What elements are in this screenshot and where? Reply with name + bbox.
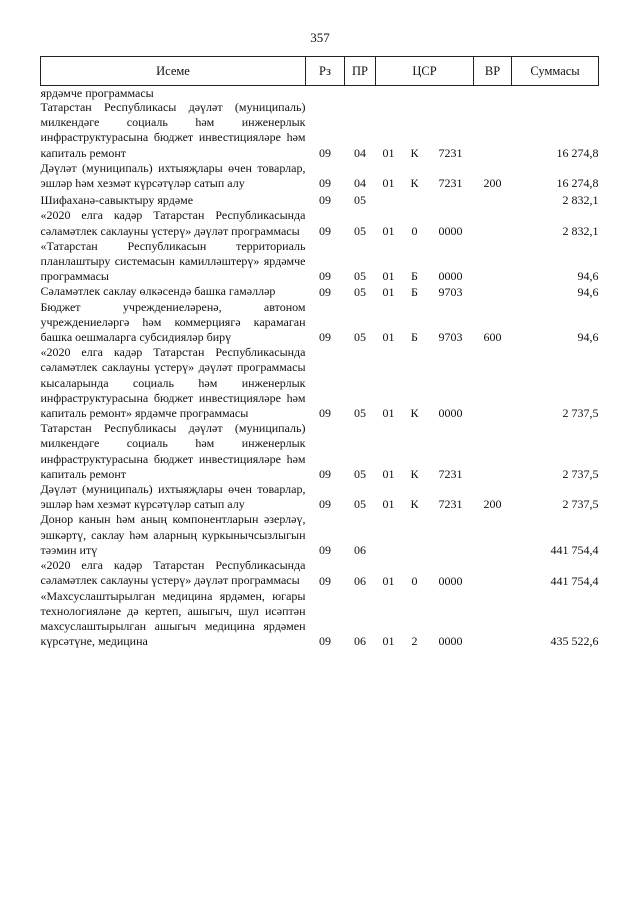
row-name: Бюджет учреждениеләренә, автоном учреждениеләргә һәм коммерциягә карамаган башка оешмаларга субсидияләр бирү: [40, 299, 306, 345]
table-row: [41, 589, 599, 650]
row-csr-code: 0000: [438, 634, 463, 649]
row-csr-subprogram: Б: [411, 269, 418, 284]
row-pr: 06: [354, 634, 366, 649]
row-name: Татарстан Республикасы дәүләт (муниципаль) милкендәге социаль һәм инженерлык инфраструктурасына бюджет инвестицияләре һәм капиталь ремонт: [40, 100, 306, 160]
row-vr: [474, 208, 512, 238]
row-sum: 441 754,4: [550, 573, 599, 588]
row-name: «2020 елга кадәр Татарстан Республикасында сәламәтлек саклауны үстерү» дәүләт программасы кысаларында социаль һәм инженерлык инфраструктурасына бюджет инвестицияләре һәм капиталь ремонт» ярдәмче программасы: [40, 345, 306, 421]
row-rz: 09: [319, 497, 331, 512]
table-row: [41, 558, 599, 588]
row-pr: 05: [354, 284, 366, 299]
row-name: «Татарстан Республикасын территориаль планлаштыру системасын камилләштерү» ярдәмче программасы: [40, 238, 306, 284]
row-vr: [474, 558, 512, 588]
row-rz: 09: [319, 330, 331, 345]
row-csr-program: 01: [382, 330, 395, 345]
row-csr-subprogram: Б: [411, 284, 418, 299]
header-pr: ПР: [345, 57, 376, 86]
row-rz: 09: [319, 176, 331, 191]
table-row: [41, 161, 599, 191]
header-sum: Суммасы: [512, 57, 599, 86]
budget-table: [40, 56, 599, 649]
row-vr: 600: [483, 330, 502, 345]
row-pr: 04: [354, 145, 366, 160]
row-csr-subprogram: К: [410, 467, 419, 482]
row-csr-subprogram: 0: [411, 223, 418, 238]
row-pr: 05: [354, 406, 366, 421]
row-name: «Махсуслаштырылган медицина ярдәмен, югары технологияләне дә кертеп, ашыгыч, шул исәптән махсуслаштырылган ашыгыч медицина ярдәмен күрсәтүне, медицина: [40, 588, 306, 649]
table-row: [41, 421, 599, 482]
row-csr-program: [376, 191, 402, 208]
row-sum: 2 832,1: [562, 193, 599, 208]
table-row: [41, 100, 599, 161]
table-row: [41, 208, 599, 238]
row-name: Дәүләт (муниципаль) ихтыяҗлары өчен товарлар, эшләр һәм хезмәт күрсәтүләр сатып алу: [40, 160, 306, 191]
continuation-text: ярдәмче программасы: [40, 86, 154, 100]
row-name: Донор канын һәм аның компонентларын әзерләү, эшкәртү, саклау һәм аларның куркынычсызлыгын тәэмин итү: [40, 512, 306, 557]
row-sum: 16 274,8: [556, 145, 599, 160]
row-csr-program: 01: [382, 497, 395, 512]
row-rz: 09: [319, 269, 331, 284]
row-csr-code: 7231: [438, 145, 463, 160]
row-sum: 2 737,5: [562, 406, 599, 421]
row-vr: [474, 345, 512, 421]
row-csr-code: [428, 512, 474, 558]
header-name: Исеме: [41, 57, 306, 86]
row-vr: [474, 512, 512, 558]
table-row: [41, 345, 599, 421]
row-sum: 16 274,8: [556, 176, 599, 191]
row-csr-subprogram: К: [410, 497, 419, 512]
row-csr-program: 01: [382, 269, 395, 284]
row-rz: 09: [319, 406, 331, 421]
row-csr-subprogram: 2: [411, 634, 418, 649]
row-vr: 200: [483, 497, 502, 512]
row-csr-program: [376, 512, 402, 558]
row-rz: 09: [319, 573, 331, 588]
row-csr-subprogram: Б: [411, 330, 418, 345]
row-rz: 09: [319, 284, 331, 299]
row-sum: 94,6: [577, 269, 599, 284]
row-csr-program: 01: [382, 406, 395, 421]
row-csr-code: 7231: [438, 176, 463, 191]
row-csr-program: 01: [382, 145, 395, 160]
row-vr: [474, 191, 512, 208]
row-csr-subprogram: 0: [411, 573, 418, 588]
row-pr: 05: [354, 330, 366, 345]
row-csr-subprogram: К: [410, 406, 419, 421]
row-sum: 435 522,6: [550, 634, 599, 649]
row-csr-code: 0000: [438, 573, 463, 588]
row-csr-code: 0000: [438, 269, 463, 284]
row-rz: 09: [319, 543, 331, 558]
page-number: 357: [310, 30, 330, 45]
row-csr-code: 0000: [438, 223, 463, 238]
row-csr-program: 01: [382, 176, 395, 191]
row-vr: [474, 239, 512, 285]
header-vr: ВР: [474, 57, 512, 86]
row-csr-code: 7231: [438, 467, 463, 482]
row-rz: 09: [319, 223, 331, 238]
row-sum: 94,6: [577, 284, 599, 299]
header-csr: ЦСР: [376, 57, 474, 86]
row-pr: 05: [354, 497, 366, 512]
table-header-row: [41, 57, 599, 86]
row-csr-subprogram: [402, 512, 428, 558]
row-pr: 06: [354, 543, 366, 558]
continuation-row: [41, 86, 599, 101]
row-pr: 04: [354, 176, 366, 191]
row-name: Дәүләт (муниципаль) ихтыяҗлары өчен товарлар, эшләр һәм хезмәт күрсәтүләр сатып алу: [40, 482, 306, 512]
row-sum: 94,6: [577, 330, 599, 345]
row-csr-program: 01: [382, 573, 395, 588]
row-csr-program: 01: [382, 634, 395, 649]
row-name: «2020 елга кадәр Татарстан Республикасында сәламәтлек саклауны үстерү» дәүләт программасы: [40, 208, 306, 238]
table-row: [41, 239, 599, 285]
row-name: Татарстан Республикасы дәүләт (муниципаль) милкендәге социаль һәм инженерлык инфраструктурасына бюджет инвестицияләре һәм капиталь ремонт: [40, 421, 306, 481]
row-csr-code: 0000: [438, 406, 463, 421]
row-rz: 09: [319, 634, 331, 649]
row-name: Шифаханә-савыктыру ярдәме: [40, 193, 194, 208]
row-csr-code: 7231: [438, 497, 463, 512]
table-row: [41, 512, 599, 558]
table-row: [41, 482, 599, 512]
table-row: [41, 191, 599, 208]
row-csr-subprogram: К: [410, 176, 419, 191]
row-pr: 05: [354, 193, 366, 208]
row-csr-subprogram: К: [410, 145, 419, 160]
row-pr: 05: [354, 223, 366, 238]
row-vr: 200: [483, 176, 502, 191]
row-csr-code: 9703: [438, 284, 463, 299]
row-rz: 09: [319, 467, 331, 482]
row-name: Сәламәтлек саклау өлкәсендә башка гамәлләр: [40, 284, 276, 299]
row-pr: 06: [354, 573, 366, 588]
row-name: «2020 елга кадәр Татарстан Республикасында сәламәтлек саклауны үстерү» дәүләт программасы: [40, 558, 306, 588]
row-pr: 05: [354, 269, 366, 284]
header-rz: Рз: [306, 57, 345, 86]
row-csr-program: 01: [382, 223, 395, 238]
row-vr: [474, 284, 512, 299]
row-sum: 2 832,1: [562, 223, 599, 238]
row-csr-program: 01: [382, 284, 395, 299]
row-vr: [474, 421, 512, 482]
row-sum: 2 737,5: [562, 467, 599, 482]
row-vr: [474, 589, 512, 650]
row-sum: 441 754,4: [550, 543, 599, 558]
row-sum: 2 737,5: [562, 497, 599, 512]
row-csr-code: [428, 191, 474, 208]
row-rz: 09: [319, 145, 331, 160]
row-csr-code: 9703: [438, 330, 463, 345]
table-row: [41, 284, 599, 299]
row-csr-program: 01: [382, 467, 395, 482]
row-csr-subprogram: [402, 191, 428, 208]
table-row: [41, 300, 599, 346]
row-vr: [474, 100, 512, 161]
row-rz: 09: [319, 193, 331, 208]
row-pr: 05: [354, 467, 366, 482]
